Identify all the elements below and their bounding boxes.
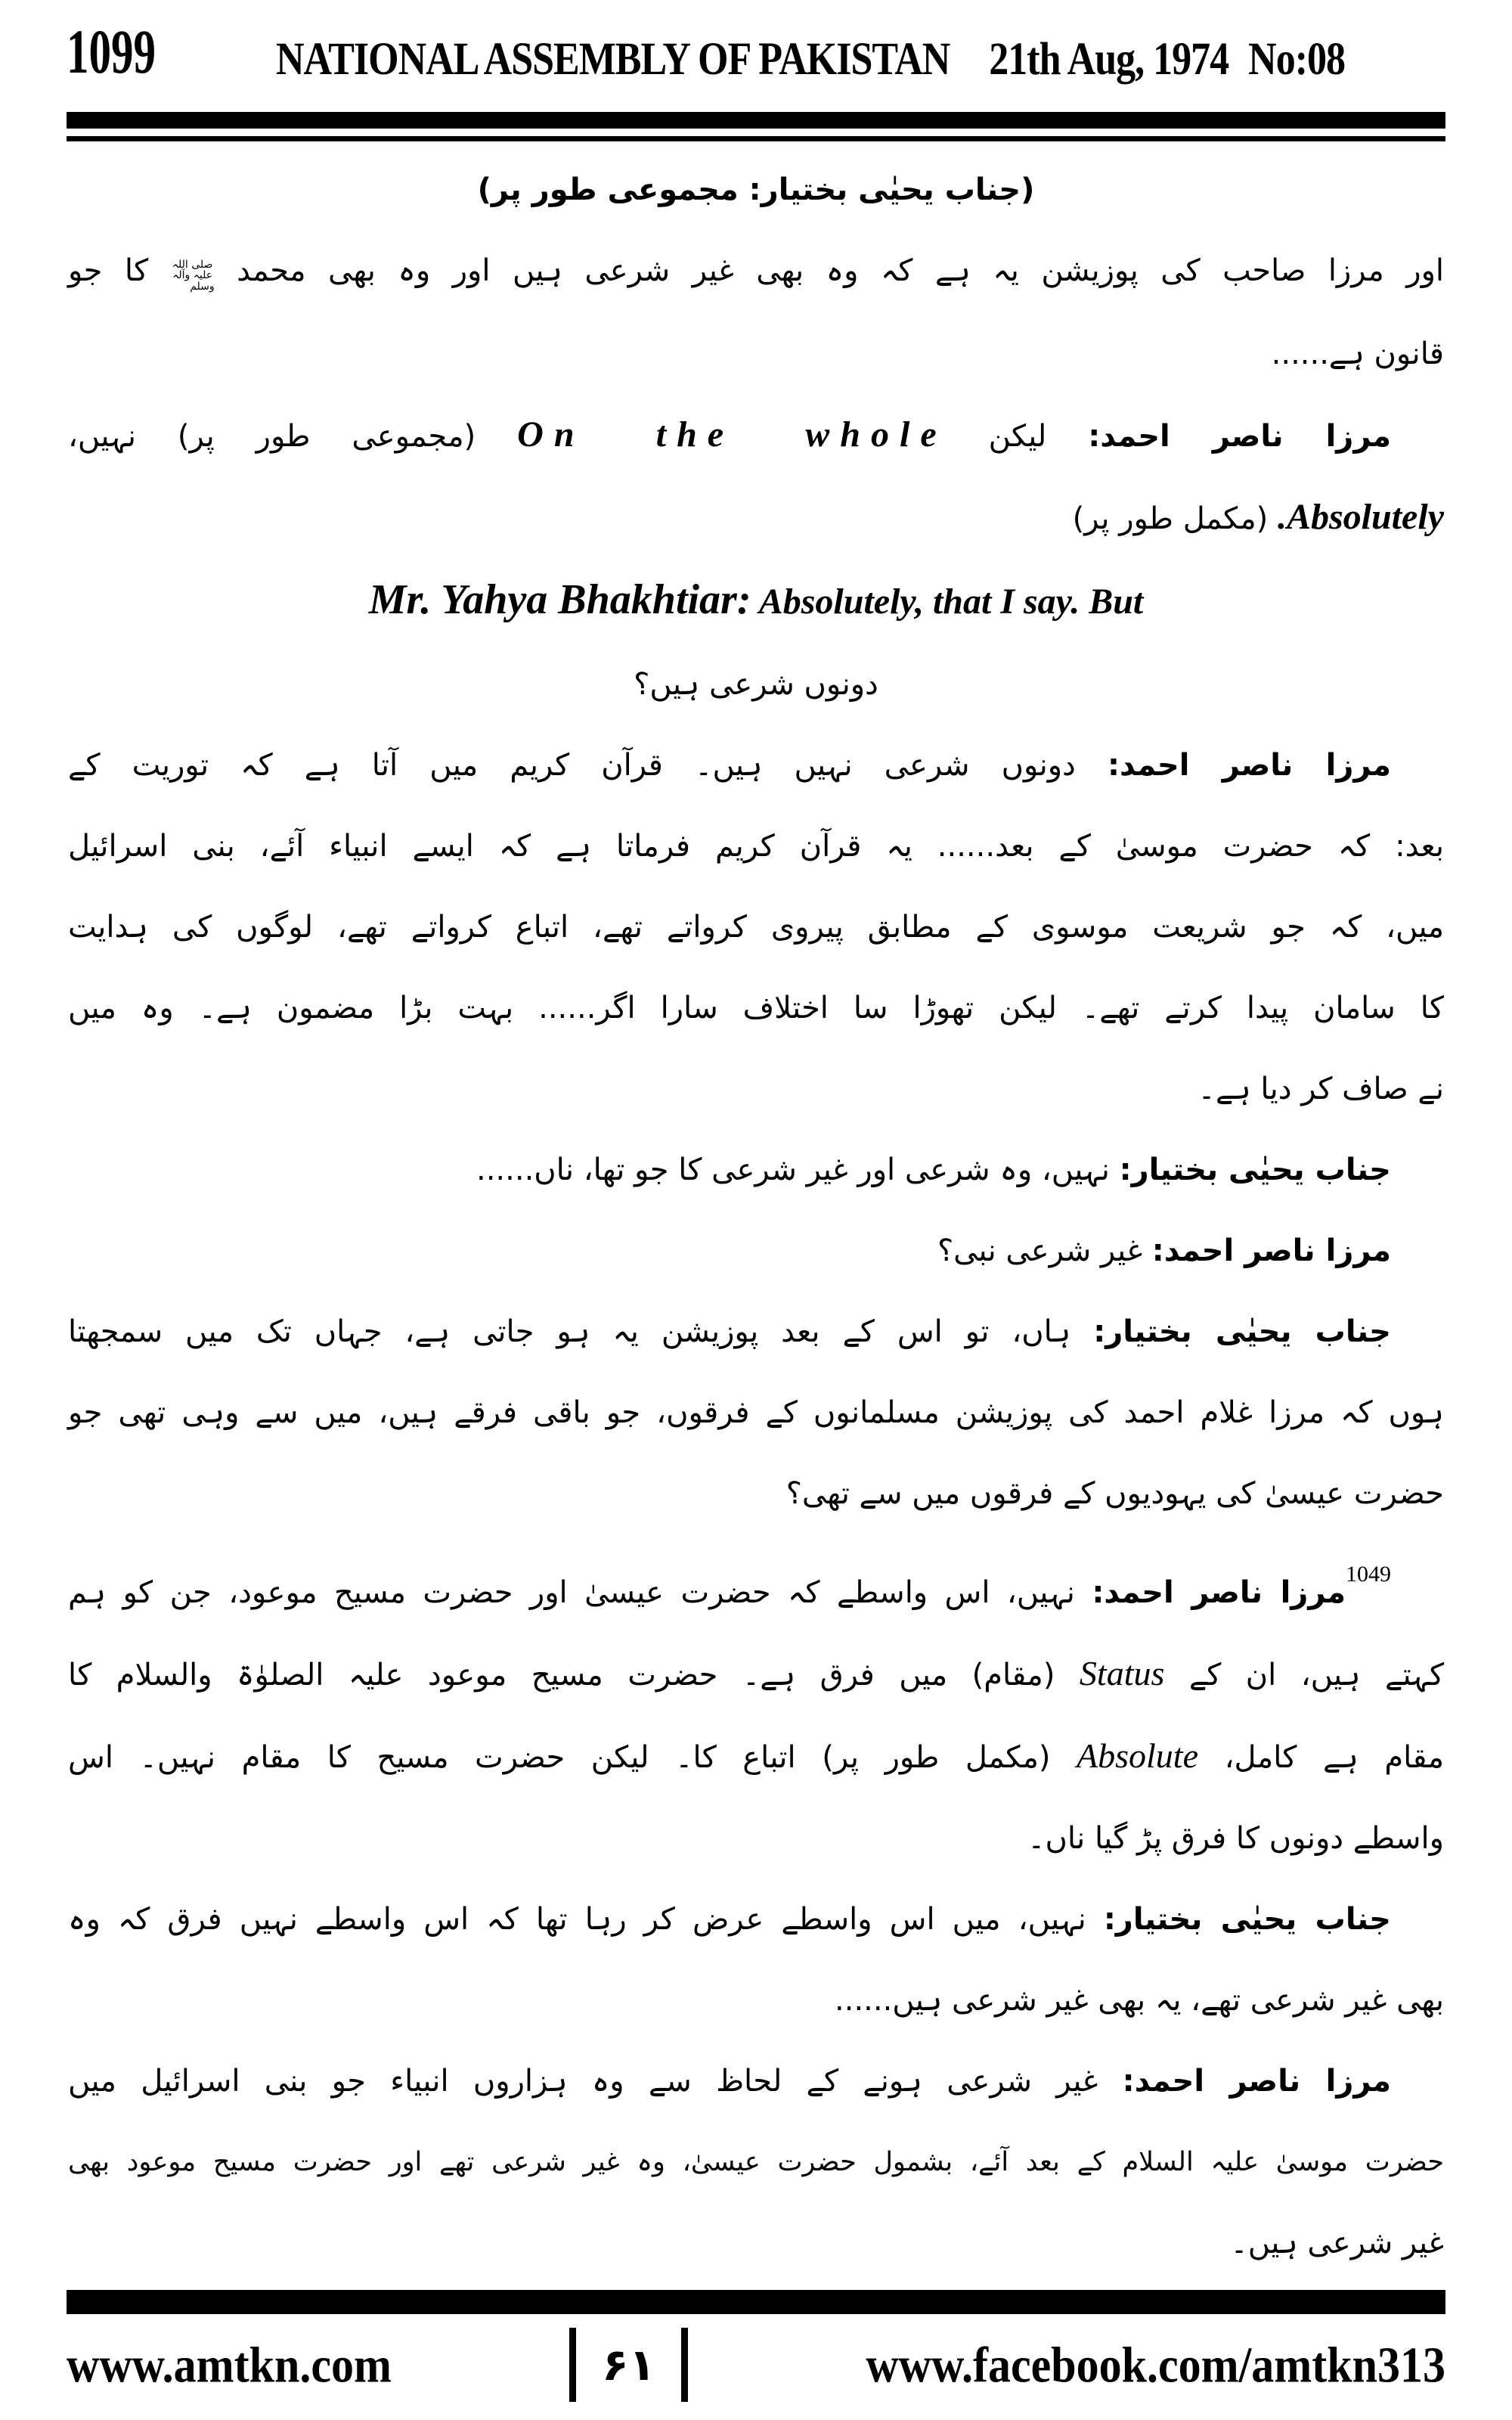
speaker-name: جناب یحیٰی بختیار: bbox=[1103, 1901, 1391, 1937]
text-segment: Absolutely. bbox=[1277, 496, 1444, 537]
speaker-name: جناب یحیٰی بختیار: bbox=[1119, 1152, 1391, 1187]
text-segment: میں، کہ جو شریعت موسوی کے مطابق پیروی کرواتے تھے، اتباع کرواتے تھے، لوگوں کی ہدایت bbox=[68, 909, 1444, 945]
body-line bbox=[68, 2223, 1444, 2263]
page-footer bbox=[67, 2328, 1445, 2402]
body-line bbox=[68, 1819, 1444, 1858]
honorific-symbol: صلی اللہ علیہ وآلہ وسلم bbox=[172, 258, 215, 293]
body-line bbox=[68, 576, 1444, 623]
text-segment: نہیں، وہ شرعی اور غیر شرعی کا جو تھا، ناں...... bbox=[476, 1152, 1120, 1187]
speaker-name: جناب یحیٰی بختیار: bbox=[1093, 1314, 1391, 1349]
body-line bbox=[68, 1736, 1444, 1777]
separator-bar bbox=[681, 2328, 688, 2402]
speaker-name: مرزا ناصر احمد: bbox=[1151, 1233, 1391, 1268]
header-title-group bbox=[175, 34, 1445, 85]
body-line bbox=[68, 665, 1444, 704]
text-segment: نے صاف کر دیا ہے۔ bbox=[1198, 1071, 1444, 1106]
body-line bbox=[68, 1654, 1444, 1695]
text-segment: اور مرزا صاحب کی پوزیشن یہ ہے کہ وہ بھی غیر شرعی ہیں اور وہ بھی محمد bbox=[214, 253, 1444, 288]
text-segment: بعد: کہ حضرت موسیٰ کے بعد...... یہ قرآن کریم فرماتا ہے کہ ایسے انبیاء آئے، بنی اسرائیل bbox=[68, 828, 1444, 864]
text-segment: حضرت موسیٰ علیہ السلام کے بعد آئے، بشمول حضرت عیسیٰ، وہ غیر شرعی تھے اور حضرت مسیح موعود بھی bbox=[68, 2146, 1444, 2177]
session-date: 21th Aug, 1974 bbox=[989, 34, 1229, 85]
body-line bbox=[68, 2142, 1444, 2182]
speaker-name: مرزا ناصر احمد: bbox=[1122, 2063, 1391, 2099]
footer-page-number-urdu: ۶۱ bbox=[602, 2339, 656, 2391]
text-segment: واسطے دونوں کا فرق پڑ گیا ناں۔ bbox=[1027, 1820, 1444, 1856]
text-segment: غیر شرعی ہونے کے لحاظ سے وہ ہزاروں انبیاء جو بنی اسرائیل میں bbox=[68, 2063, 1123, 2099]
text-segment: (مکمل طور پر) bbox=[1072, 501, 1278, 536]
text-segment: دونوں شرعی ہیں؟ bbox=[634, 666, 878, 702]
text-segment: ہاں، تو اس کے بعد پوزیشن یہ ہو جاتی ہے، جہاں تک میں سمجھتا bbox=[68, 1314, 1094, 1349]
body-line bbox=[68, 1150, 1444, 1190]
text-segment: (مکمل طور پر) اتباع کا۔ لیکن حضرت مسیح کا مقام نہیں۔ اس bbox=[68, 1739, 1077, 1775]
document-title: NATIONAL ASSEMBLY OF PAKISTAN bbox=[275, 34, 950, 85]
text-segment: Mr. Yahya Bhakhtiar: bbox=[368, 576, 751, 623]
speaker-name: (جناب یحیٰی بختیار: مجموعی طور پر) bbox=[477, 172, 1035, 207]
body-line bbox=[68, 1981, 1444, 2020]
text-segment: (مقام) میں فرق ہے۔ حضرت مسیح موعود علیہ الصلوٰۃ والسلام کا bbox=[68, 1657, 1080, 1692]
body-line bbox=[68, 988, 1444, 1028]
text-segment: غیر شرعی نبی؟ bbox=[937, 1233, 1152, 1268]
text-segment: کا سامان پیدا کرتے تھے۔ لیکن تھوڑا سا اختلاف سارا اگر...... بہت بڑا مضمون ہے۔ وہ میں bbox=[68, 990, 1444, 1025]
footer-website-url: www.amtkn.com bbox=[67, 2336, 392, 2393]
body-line bbox=[68, 170, 1444, 209]
text-segment: Status bbox=[1079, 1653, 1165, 1692]
header-divider-thin bbox=[67, 136, 1445, 141]
footer-divider bbox=[67, 2290, 1445, 2314]
body-line bbox=[68, 746, 1444, 785]
body-line bbox=[68, 1474, 1444, 1513]
text-segment: Absolutely, that I say. But bbox=[751, 581, 1144, 622]
text-segment: نہیں، میں اس واسطے عرض کر رہا تھا کہ اس واسطے نہیں فرق کہ وہ bbox=[68, 1901, 1104, 1937]
issue-number: No:08 bbox=[1248, 34, 1346, 85]
footer-page-indicator bbox=[569, 2328, 688, 2402]
body-line bbox=[68, 1393, 1444, 1432]
text-segment: دونوں شرعی نہیں ہیں۔ قرآن کریم میں آتا ہے کہ توریت کے bbox=[68, 747, 1108, 783]
body-line bbox=[68, 415, 1444, 456]
body-line bbox=[68, 251, 1444, 293]
text-segment: Absolute bbox=[1077, 1736, 1199, 1775]
page-number: 1099 bbox=[67, 17, 156, 87]
body-line bbox=[68, 1069, 1444, 1109]
body-line bbox=[68, 1555, 1444, 1612]
footnote-number: 1049 bbox=[1346, 1561, 1391, 1587]
speaker-name: مرزا ناصر احمد: bbox=[1107, 747, 1391, 783]
text-segment: (مجموعی طور پر) نہیں، bbox=[68, 418, 518, 454]
text-segment: بھی غیر شرعی تھے، یہ بھی غیر شرعی ہیں...... bbox=[835, 1982, 1444, 2018]
text-segment: لیکن bbox=[947, 418, 1089, 454]
text-segment: کا جو bbox=[68, 253, 171, 288]
body-line bbox=[68, 334, 1444, 374]
body-line bbox=[68, 1900, 1444, 1939]
speaker-name: مرزا ناصر احمد: bbox=[1092, 1575, 1346, 1610]
text-segment: مقام ہے کامل، bbox=[1198, 1739, 1445, 1775]
header-divider-thick bbox=[67, 112, 1445, 129]
text-segment: قانون ہے...... bbox=[1271, 336, 1444, 371]
text-segment: نہیں، اس واسطے کہ حضرت عیسیٰ اور حضرت مسیح موعود، جن کو ہم bbox=[68, 1575, 1092, 1610]
text-segment: On the whole bbox=[517, 414, 947, 455]
body-line bbox=[68, 908, 1444, 947]
body-line bbox=[68, 1312, 1444, 1351]
text-segment: کہتے ہیں، ان کے bbox=[1164, 1657, 1445, 1692]
text-segment: غیر شرعی ہیں۔ bbox=[1230, 2225, 1444, 2260]
text-segment: ہوں کہ مرزا غلام احمد کی پوزیشن مسلمانوں کے فرقوں، جو باقی فرقے ہیں، میں سے وہی تھی جو bbox=[68, 1395, 1444, 1430]
transcript-body bbox=[68, 170, 1444, 2304]
body-line bbox=[68, 498, 1444, 538]
speaker-name: مرزا ناصر احمد: bbox=[1088, 418, 1391, 454]
body-line bbox=[68, 2062, 1444, 2101]
body-line bbox=[68, 827, 1444, 866]
body-line bbox=[68, 1231, 1444, 1270]
page-header bbox=[67, 17, 1445, 87]
text-segment: حضرت عیسیٰ کی یہودیوں کے فرقوں میں سے تھی؟ bbox=[785, 1475, 1444, 1511]
separator-bar bbox=[569, 2328, 576, 2402]
footer-facebook-url: www.facebook.com/amtkn313 bbox=[866, 2336, 1445, 2393]
